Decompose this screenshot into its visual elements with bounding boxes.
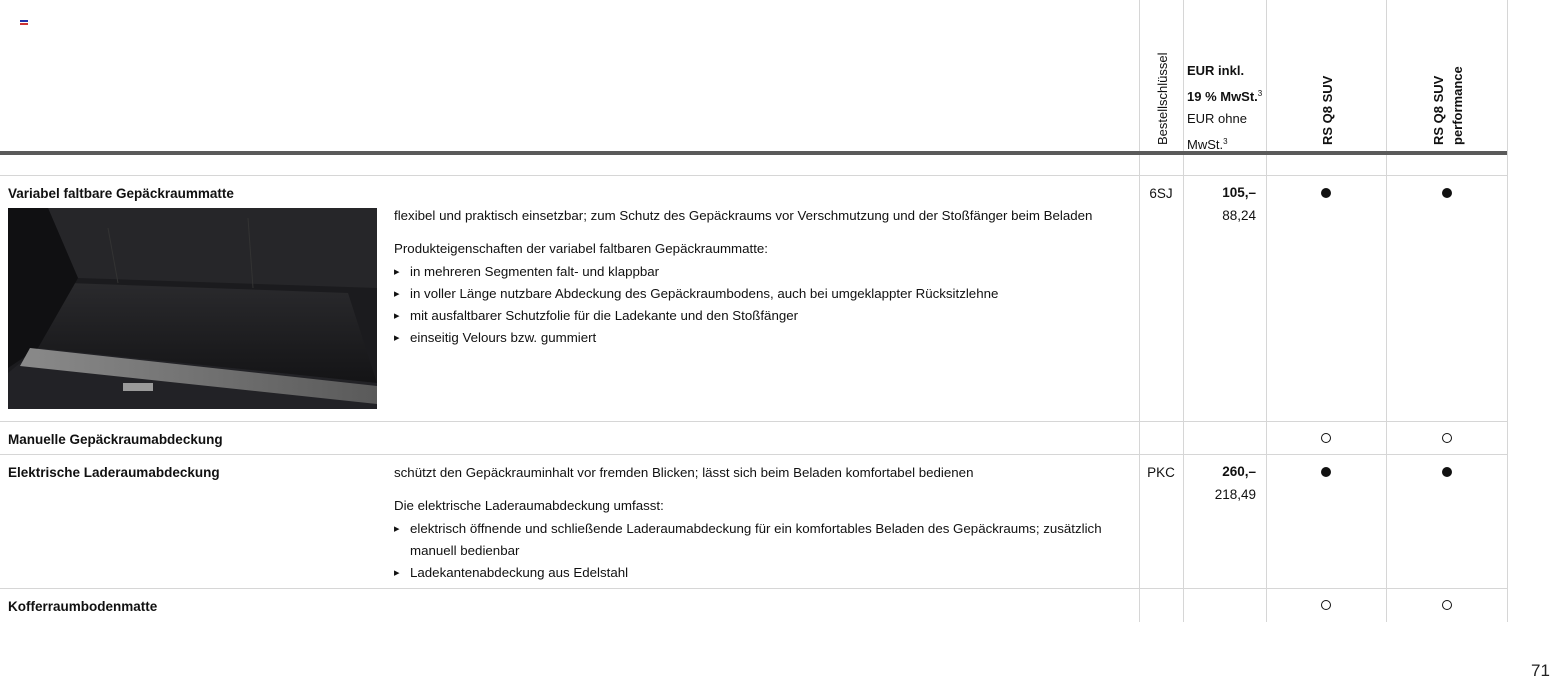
optional-equipment-icon	[1321, 600, 1331, 610]
row-divider	[0, 454, 1507, 455]
row-title: Manuelle Gepäckraumabdeckung	[8, 432, 223, 447]
row-divider	[0, 421, 1507, 422]
standard-equipment-icon	[1321, 188, 1331, 198]
header-rule	[0, 151, 1507, 155]
language-flag-icon	[20, 20, 28, 27]
row-list-heading: Produkteigenschaften der variabel faltbaren Gepäckraummatte:	[394, 241, 769, 257]
price-incl-label: EUR inkl.	[1187, 63, 1245, 78]
standard-equipment-icon	[1321, 467, 1331, 477]
optional-equipment-icon	[1321, 433, 1331, 443]
price-cell	[1190, 461, 1256, 506]
optional-equipment-icon	[1442, 433, 1452, 443]
footnote-ref: 3	[1257, 88, 1263, 98]
column-divider	[1507, 0, 1508, 622]
row-list-heading: Die elektrische Laderaumabdeckung umfasst:	[394, 498, 664, 514]
list-item: ▸ einseitig Velours bzw. gummiert	[394, 327, 1124, 349]
row-title: Elektrische Laderaumabdeckung	[8, 465, 220, 480]
price-incl-vat-label: 19 % MwSt.	[1187, 88, 1258, 104]
list-item: ▸ in mehreren Segmenten falt- und klappbar	[394, 261, 1124, 283]
order-code: PKC	[1147, 465, 1175, 480]
column-divider	[1386, 0, 1387, 622]
row-intro: flexibel und praktisch einsetzbar; zum Schutz des Gepäckraums vor Verschmutzung und der Stoßfänger beim Beladen	[394, 208, 1093, 223]
page-number: 71	[1531, 661, 1550, 680]
row-description	[394, 462, 1124, 584]
list-item: ▸ in voller Länge nutzbare Abdeckung des Gepäckraumbodens, auch bei umgeklappter Rücksitzlehne	[394, 283, 1124, 305]
price-excl-label: EUR ohne	[1187, 111, 1247, 126]
list-item: ▸ elektrisch öffnende und schließende Laderaumabdeckung für ein komfortables Beladen des Gepäckraums; zusätzlich manuell bedienbar	[394, 518, 1124, 563]
row-intro: schützt den Gepäckrauminhalt vor fremden Blicken; lässt sich beim Beladen komfortabel bedienen	[394, 465, 974, 480]
price-header	[1187, 60, 1262, 156]
optional-equipment-icon	[1442, 600, 1452, 610]
list-item: ▸ Ladekantenabdeckung aus Edelstahl	[394, 562, 1124, 584]
column-divider	[1266, 0, 1267, 622]
cargo-mat-photo	[8, 208, 377, 409]
standard-equipment-icon	[1442, 188, 1452, 198]
footnote-ref: 3	[1223, 136, 1228, 146]
price-incl: 260,–	[1222, 464, 1256, 479]
list-item: ▸ mit ausfaltbarer Schutzfolie für die Ladekante und den Stoßfänger	[394, 305, 1124, 327]
row-title: Kofferraumbodenmatte	[8, 599, 158, 614]
feature-list	[394, 261, 1124, 350]
row-divider	[0, 175, 1507, 176]
order-key-header: Bestellschlüssel	[1155, 52, 1170, 145]
column-divider	[1183, 0, 1184, 622]
row-title: Variabel faltbare Gepäckraummatte	[8, 186, 234, 201]
row-divider	[0, 588, 1507, 589]
price-incl: 105,–	[1222, 185, 1256, 200]
feature-list	[394, 518, 1124, 585]
model-2-header-line1: RS Q8 SUV	[1431, 75, 1446, 145]
price-excl-vat-label: MwSt.	[1187, 136, 1224, 152]
model-1-header: RS Q8 SUV	[1320, 75, 1335, 145]
price-excl: 88,24	[1222, 207, 1256, 223]
price-cell	[1190, 182, 1256, 227]
column-divider	[1139, 0, 1140, 622]
standard-equipment-icon	[1442, 467, 1452, 477]
price-excl: 218,49	[1214, 486, 1256, 502]
model-2-header-line2: performance	[1450, 66, 1465, 145]
order-code: 6SJ	[1149, 186, 1173, 201]
row-description	[394, 205, 1124, 350]
